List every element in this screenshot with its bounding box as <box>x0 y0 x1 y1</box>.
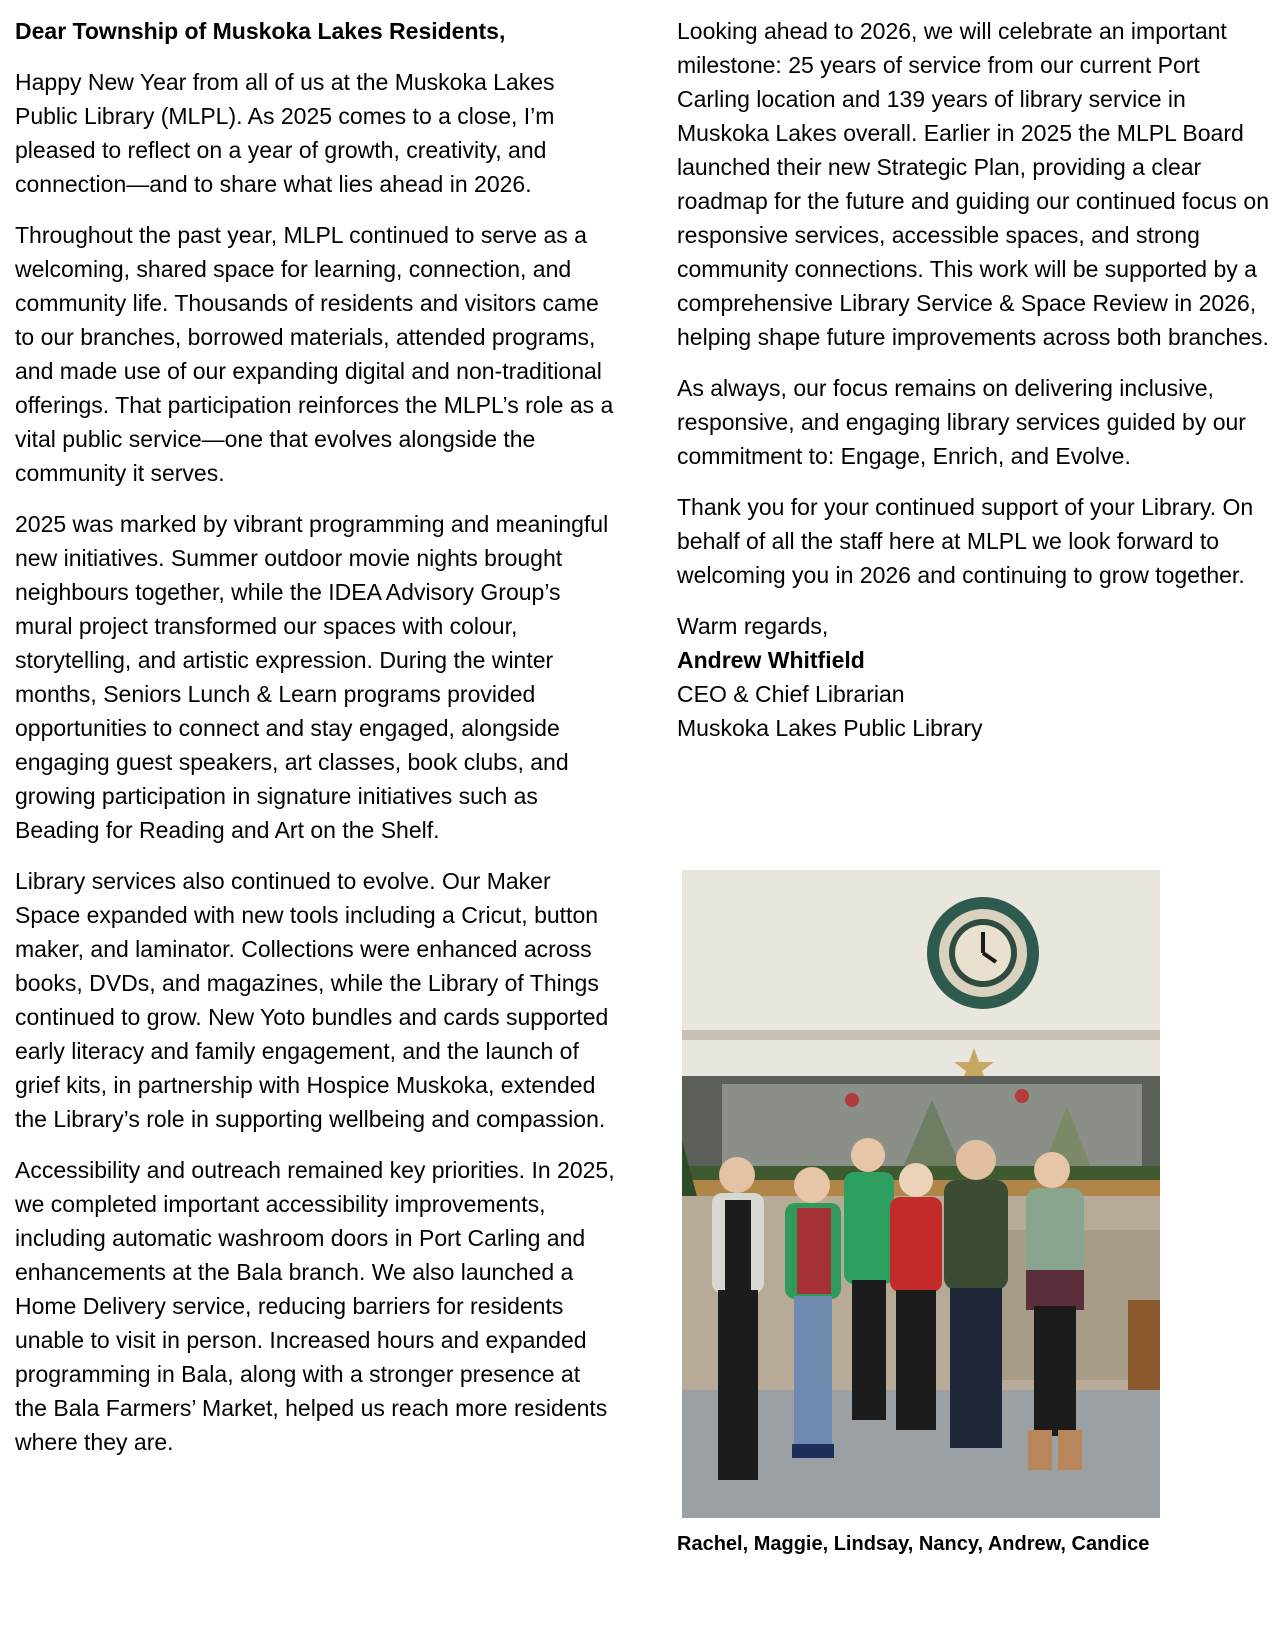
signoff-closing: Warm regards, <box>677 613 829 639</box>
letter-paragraph: Accessibility and outreach remained key priorities. In 2025, we completed important accessibility improvements, including automatic washroom doors in Port Carling and enhancements at the Bala branch. We also launched a Home Delivery service, reducing barriers for residents unable to visit in person. Increased hours and expanded programming in Bala, along with a stronger presence at the Bala Farmers’ Market, helped us reach more residents where they are. <box>15 1157 615 1455</box>
letter-paragraph: Throughout the past year, MLPL continued to serve as a welcoming, shared space for learning, connection, and community life. Thousands of residents and visitors came to our branches, borrowed materials, attended programs, and made use of our expanding digital and non-traditional offerings. That participation reinforces the MLPL’s role as a vital public service—one that evolves alongside the community it serves. <box>15 222 614 486</box>
signoff-block <box>677 609 1273 745</box>
clock-icon <box>927 897 1039 1009</box>
signoff-title: CEO & Chief Librarian <box>677 681 905 707</box>
signoff-organization: Muskoka Lakes Public Library <box>677 715 983 741</box>
letter-paragraph: Happy New Year from all of us at the Muskoka Lakes Public Library (MLPL). As 2025 comes to a close, I’m pleased to reflect on a year of growth, creativity, and connection—and to share what lies ahead in 2026. <box>15 69 555 197</box>
letter-paragraph: Looking ahead to 2026, we will celebrate an important milestone: 25 years of service from our current Port Carling location and 139 years of library service in Muskoka Lakes overall. Earlier in 2025 the MLPL Board launched their new Strategic Plan, providing a clear roadmap for the future and guiding our continued focus on responsive services, accessible spaces, and strong community connections. This work will be supported by a comprehensive Library Service & Space Review in 2026, helping shape future improvements across both branches. <box>677 18 1270 350</box>
signoff-name: Andrew Whitfield <box>677 647 865 673</box>
letter-paragraph: As always, our focus remains on delivering inclusive, responsive, and engaging library services guided by our commitment to: Engage, Enrich, and Evolve. <box>677 375 1246 469</box>
letter-left-column <box>15 14 615 1476</box>
letter-greeting: Dear Township of Muskoka Lakes Residents, <box>15 18 506 44</box>
letter-paragraph: Library services also continued to evolve. Our Maker Space expanded with new tools including a Cricut, button maker, and laminator. Collections were enhanced across books, DVDs, and magazines, while the Library of Things continued to grow. New Yoto bundles and cards supported early literacy and family engagement, and the launch of grief kits, in partnership with Hospice Muskoka, extended the Library’s role in supporting wellbeing and compassion. <box>15 868 609 1132</box>
letter-paragraph: Thank you for your continued support of your Library. On behalf of all the staff here at MLPL we look forward to welcoming you in 2026 and continuing to grow together. <box>677 494 1254 588</box>
photo-caption: Rachel, Maggie, Lindsay, Nancy, Andrew, Candice <box>677 1533 1150 1555</box>
staff-photo <box>682 870 1160 1518</box>
letter-right-column <box>677 14 1273 745</box>
letter-paragraph: 2025 was marked by vibrant programming and meaningful new initiatives. Summer outdoor movie nights brought neighbours together, while the IDEA Advisory Group’s mural project transformed our spaces with colour, storytelling, and artistic expression. During the winter months, Seniors Lunch & Learn programs provided opportunities to connect and stay engaged, alongside engaging guest speakers, art classes, book clubs, and growing participation in signature initiatives such as Beading for Reading and Art on the Shelf. <box>15 511 609 843</box>
